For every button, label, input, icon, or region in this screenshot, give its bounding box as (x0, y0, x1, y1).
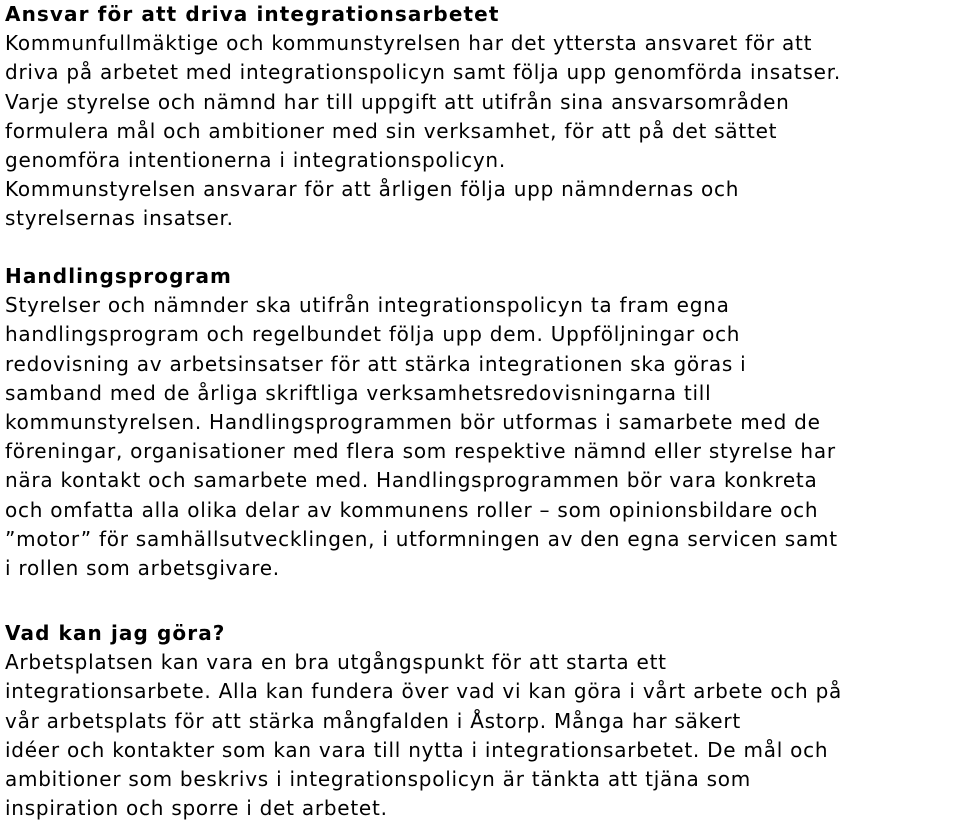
section-heading: Vad kan jag göra? (5, 621, 226, 645)
section-handlingsprogram (5, 262, 838, 583)
paragraph-line: genomföra intentionerna i integrationspolicyn. (5, 148, 506, 173)
paragraph-line: handlingsprogram och regelbundet följa upp dem. Uppföljningar och (5, 322, 741, 347)
paragraph-line: samband med de årliga skriftliga verksamhetsredovisningarna till (5, 380, 712, 405)
paragraph-line: idéer och kontakter som kan vara till nytta i integrationsarbetet. De mål och (5, 737, 829, 762)
paragraph-line: kommunstyrelsen. Handlingsprogrammen bör utformas i samarbete med de (5, 410, 821, 435)
paragraph-line: och omfatta alla olika delar av kommunens roller – som opinionsbildare och (5, 497, 819, 522)
paragraph-line: Varje styrelse och nämnd har till uppgift att utifrån sina ansvarsområden (5, 89, 790, 114)
paragraph-line: Kommunstyrelsen ansvarar för att årligen följa upp nämndernas och (5, 177, 740, 202)
paragraph-line: Arbetsplatsen kan vara en bra utgångspunkt för att starta ett (5, 650, 667, 675)
paragraph-line: Styrelser och nämnder ska utifrån integrationspolicyn ta fram egna (5, 293, 730, 318)
paragraph-line: driva på arbetet med integrationspolicyn samt följa upp genomförda insatser. (5, 60, 841, 85)
section-vad-kan-jag-gora (5, 619, 842, 823)
paragraph-line: inspiration och sporre i det arbetet. (5, 796, 388, 821)
paragraph-line: föreningar, organisationer med flera som respektive nämnd eller styrelse har (5, 439, 836, 464)
paragraph-line: i rollen som arbetsgivare. (5, 556, 280, 581)
section-heading: Handlingsprogram (5, 264, 232, 288)
paragraph-line: nära kontakt och samarbete med. Handlingsprogrammen bör vara konkreta (5, 468, 818, 493)
paragraph-line: styrelsernas insatser. (5, 206, 234, 231)
paragraph-line: vår arbetsplats för att stärka mångfalden i Åstorp. Många har säkert (5, 708, 741, 733)
paragraph-line: Kommunfullmäktige och kommunstyrelsen har det yttersta ansvaret för att (5, 31, 813, 56)
paragraph-line: ambitioner som beskrivs i integrationspolicyn är tänkta att tjäna som (5, 767, 751, 792)
paragraph-line: redovisning av arbetsinsatser för att stärka integrationen ska göras i (5, 351, 747, 376)
paragraph-line: formulera mål och ambitioner med sin verksamhet, för att på det sättet (5, 118, 778, 143)
paragraph-line: integrationsarbete. Alla kan fundera över vad vi kan göra i vårt arbete och på (5, 679, 843, 704)
section-ansvar (5, 0, 841, 234)
paragraph-line: ”motor” för samhällsutvecklingen, i utformningen av den egna servicen samt (5, 526, 838, 551)
section-heading: Ansvar för att driva integrationsarbetet (5, 2, 500, 26)
